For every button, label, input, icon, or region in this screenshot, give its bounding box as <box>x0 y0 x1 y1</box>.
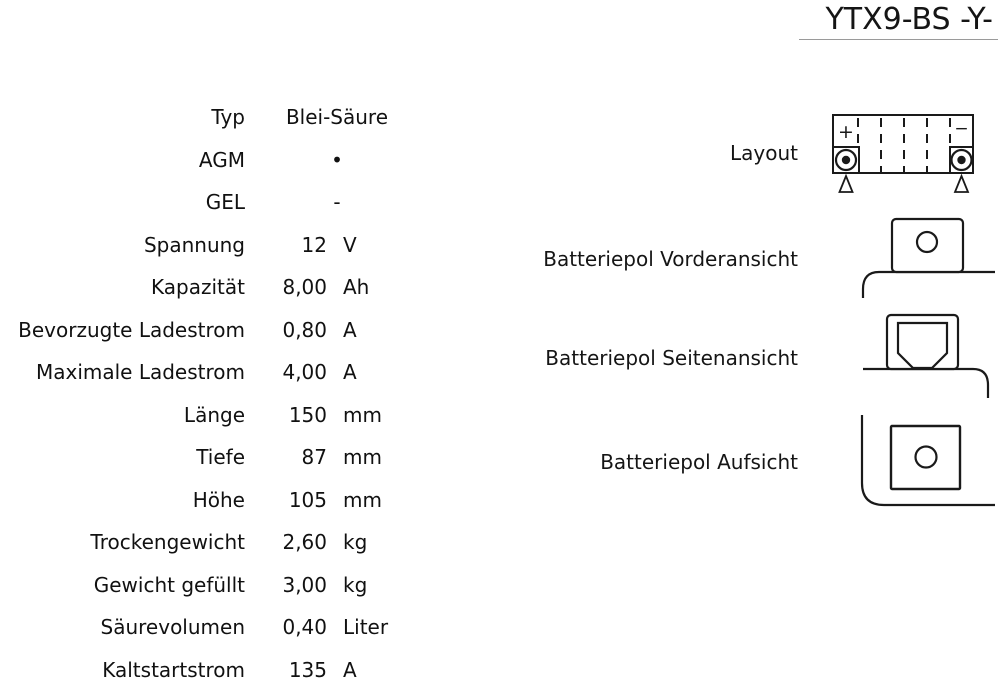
spec-values <box>245 105 429 129</box>
terminal-top-view-diagram <box>855 405 1000 510</box>
spec-values <box>245 615 429 639</box>
spec-unit: kg <box>343 573 367 597</box>
layout-label: Layout <box>730 141 798 165</box>
plus-sign: + <box>838 121 854 143</box>
spec-row-bevorzugte-ladestrom <box>0 309 430 352</box>
spec-value: 2,60 <box>245 530 327 554</box>
spec-table <box>0 96 430 691</box>
spec-label: Tiefe <box>0 445 245 469</box>
battery-edge-line <box>863 272 995 298</box>
spec-value: 150 <box>245 403 327 427</box>
spec-unit: A <box>343 658 357 682</box>
spec-unit: A <box>343 318 357 342</box>
minus-terminal-dot <box>957 156 965 164</box>
spec-unit: mm <box>343 445 382 469</box>
spec-row-typ <box>0 96 430 139</box>
spec-unit: A <box>343 360 357 384</box>
spec-label: Spannung <box>0 233 245 257</box>
side-view-label: Batteriepol Seitenansicht <box>545 346 798 370</box>
spec-label: Bevorzugte Ladestrom <box>0 318 245 342</box>
agm-bullet: • <box>331 148 343 172</box>
terminal-block <box>892 219 963 272</box>
minus-sign: − <box>954 119 968 139</box>
spec-row-gewicht-gefuellt <box>0 564 430 607</box>
spec-row-kaltstartstrom <box>0 649 430 691</box>
spec-values <box>245 445 429 469</box>
spec-unit: V <box>343 233 357 257</box>
spec-value: 3,00 <box>245 573 327 597</box>
spec-values <box>245 148 429 172</box>
spec-value: 4,00 <box>245 360 327 384</box>
spec-row-agm <box>0 139 430 182</box>
spec-values <box>245 318 429 342</box>
spec-label: Trockengewicht <box>0 530 245 554</box>
terminal-block <box>891 426 960 489</box>
minus-marker-triangle <box>955 176 968 192</box>
spec-values <box>245 190 429 214</box>
spec-label: Länge <box>0 403 245 427</box>
spec-values <box>245 360 429 384</box>
spec-value: 105 <box>245 488 327 512</box>
spec-values <box>245 658 429 682</box>
spec-label: Kaltstartstrom <box>0 658 245 682</box>
battery-edge-line <box>863 369 988 398</box>
spec-row-tiefe <box>0 436 430 479</box>
spec-values <box>245 530 429 554</box>
spec-value: 0,40 <box>245 615 327 639</box>
page-title: YTX9-BS -Y- <box>799 4 998 36</box>
spec-unit: mm <box>343 488 382 512</box>
spec-unit: kg <box>343 530 367 554</box>
spec-values <box>245 275 429 299</box>
top-view-label: Batteriepol Aufsicht <box>600 450 798 474</box>
plus-marker-triangle <box>840 176 853 192</box>
spec-label: Kapazität <box>0 275 245 299</box>
spec-row-maximale-ladestrom <box>0 351 430 394</box>
terminal-side-view-diagram <box>855 308 1000 403</box>
spec-label: Gewicht gefüllt <box>0 573 245 597</box>
spec-value: 0,80 <box>245 318 327 342</box>
spec-label: Maximale Ladestrom <box>0 360 245 384</box>
spec-value: Blei-Säure <box>286 105 388 129</box>
spec-row-saeurevolumen <box>0 606 430 649</box>
spec-value: 8,00 <box>245 275 327 299</box>
spec-value: 135 <box>245 658 327 682</box>
spec-values <box>245 488 429 512</box>
spec-unit: Ah <box>343 275 369 299</box>
spec-label: AGM <box>0 148 245 172</box>
spec-row-trockengewicht <box>0 521 430 564</box>
spec-values <box>245 403 429 427</box>
spec-unit: mm <box>343 403 382 427</box>
title-block <box>799 4 998 40</box>
spec-row-spannung <box>0 224 430 267</box>
spec-row-hoehe <box>0 479 430 522</box>
spec-row-laenge <box>0 394 430 437</box>
gel-dash: - <box>333 190 340 214</box>
spec-row-kapazitaet <box>0 266 430 309</box>
spec-value: 12 <box>245 233 327 257</box>
spec-unit: Liter <box>343 615 388 639</box>
spec-row-gel <box>0 181 430 224</box>
spec-values <box>245 573 429 597</box>
spec-label: Höhe <box>0 488 245 512</box>
terminal-front-view-diagram <box>855 215 1000 305</box>
battery-layout-diagram <box>825 100 1000 195</box>
cell-dividers <box>858 115 950 173</box>
plus-terminal-dot <box>842 156 850 164</box>
spec-value: 87 <box>245 445 327 469</box>
spec-values <box>245 233 429 257</box>
spec-label: Säurevolumen <box>0 615 245 639</box>
spec-label: GEL <box>0 190 245 214</box>
front-view-label: Batteriepol Vorderansicht <box>543 247 798 271</box>
spec-label: Typ <box>0 105 245 129</box>
